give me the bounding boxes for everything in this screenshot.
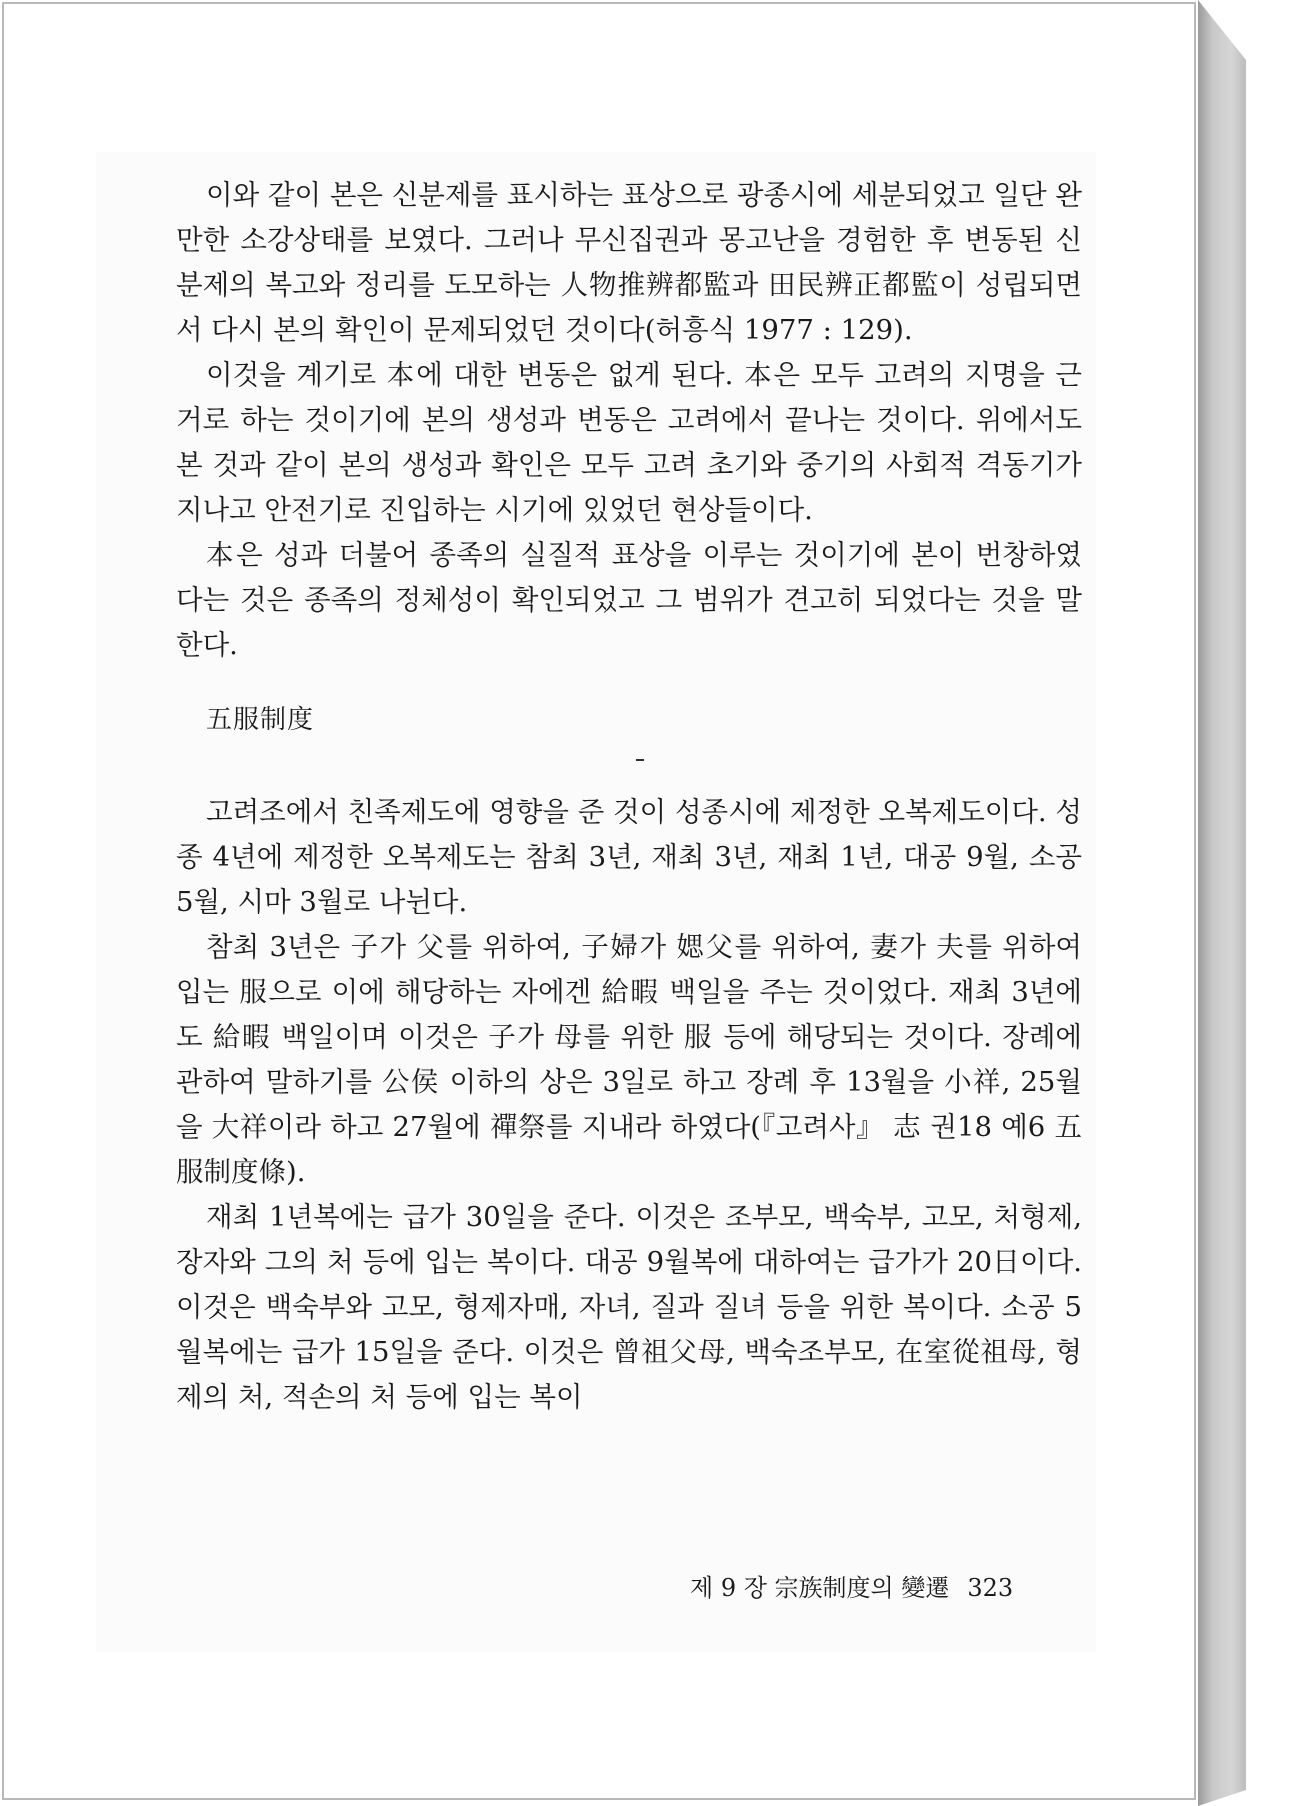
section-spacer [176,668,1082,698]
running-head: 제 9 장 宗族制度의 變遷 [690,1574,950,1602]
page-stack-edge [1198,0,1246,1806]
page-body [176,173,1082,1420]
paragraph-bon-status: 이와 같이 본은 신분제를 표시하는 표상으로 광종시에 세분되었고 일단 완만한 소강상태를 보였다. 그러나 무신집권과 몽고난을 경험한 후 변동된 신분제의 복고와 정리를 도모하는 人物推辨都監과 田民辨正都監이 성립되면서 다시 본의 확인이 문제되었던 것이다(허흥식 1977 : 129). [176,179,1082,346]
paragraph-obok-intro: 고려조에서 친족제도에 영향을 준 것이 성종시에 제정한 오복제도이다. 성종 4년에 제정한 오복제도는 참최 3년, 재최 3년, 재최 1년, 대공 9월, 소공 5월, 시마 3월로 나뉜다. [176,796,1082,918]
page-footer [690,1568,1090,1603]
page-number: 323 [967,1574,1014,1602]
paragraph-jaechoe: 재최 1년복에는 급가 30일을 준다. 이것은 조부모, 백숙부, 고모, 처형제, 장자와 그의 처 등에 입는 복이다. 대공 9월복에 대하여는 급가가 20日이다. 이것은 백숙부와 고모, 형제자매, 자녀, 질과 질녀 등을 위한 복이다. 소공 5월복에는 급가 15일을 준다. 이것은 曾祖父母, 백숙조부모, 在室從祖母, 형제의 처, 적손의 처 등에 입는 복이 [176,1201,1082,1413]
paragraph-chamchoe: 참최 3년은 子가 父를 위하여, 子婦가 媤父를 위하여, 妻가 夫를 위하여 입는 服으로 이에 해당하는 자에겐 給暇 백일을 주는 것이었다. 재최 3년에도 給暇 백일이며 이것은 子가 母를 위한 服 등에 해당되는 것이다. 장례에 관하여 말하기를 公侯 이하의 상은 3일로 하고 장례 후 13월을 小祥, 25월을 大祥이라 하고 27월에 禪祭를 지내라 하였다(『고려사』 志 권18 예6 五服制度條). [176,931,1082,1188]
stray-mark [176,743,1082,790]
paragraph-bon-change: 이것을 계기로 本에 대한 변동은 없게 된다. 本은 모두 고려의 지명을 근거로 하는 것이기에 본의 생성과 변동은 고려에서 끝나는 것이다. 위에서도 본 것과 같이 본의 생성과 확인은 모두 고려 초기와 중기의 사회적 격동기가 지나고 안전기로 진입하는 시기에 있었던 현상들이다. [176,359,1082,526]
section-heading: 五服制度 [206,705,315,735]
paragraph-bon-identity: 本은 성과 더불어 종족의 실질적 표상을 이루는 것이기에 본이 번창하였다는 것은 종족의 정체성이 확인되었고 그 범위가 견고히 되었다는 것을 말한다. [176,539,1082,661]
